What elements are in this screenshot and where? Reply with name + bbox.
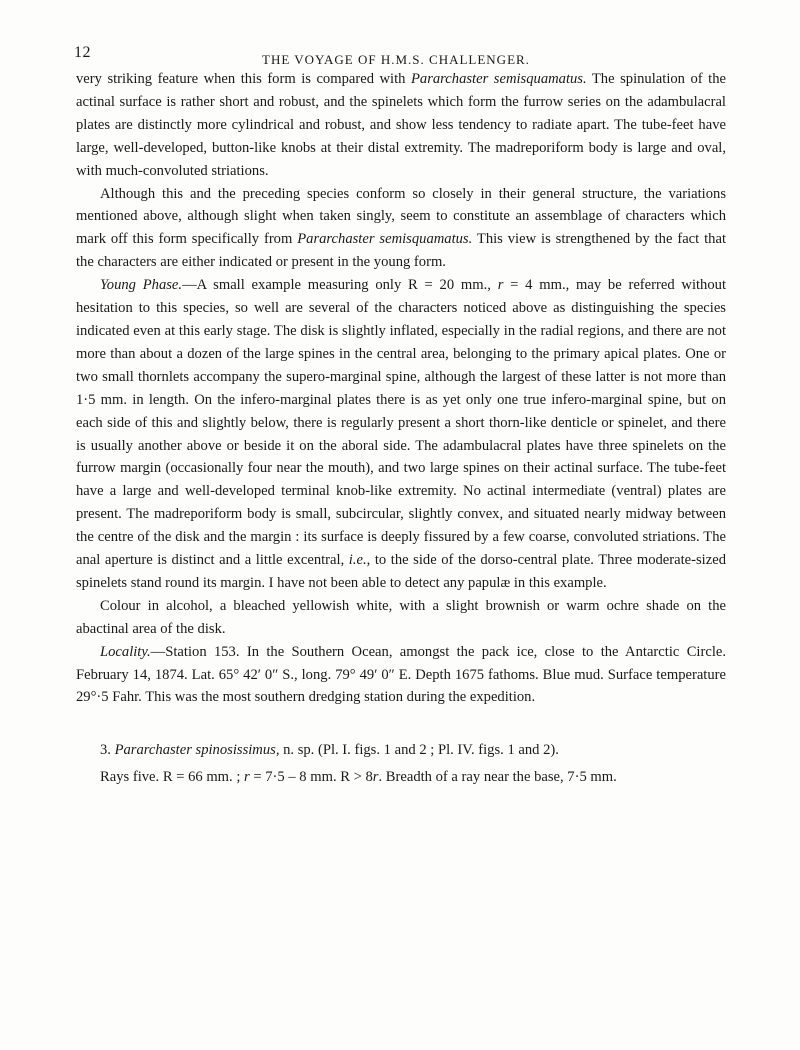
subheading-young-phase: Young Phase. — [100, 277, 183, 294]
abbreviation-ie: i.e., — [348, 552, 371, 569]
text-run: = 4 mm., may be referred without hesitation to this species, so well are several of the characters noticed above as distinguishing the species indicated even at this early stage. The disk is slightly inflated, especially in the radial regions, and there are not more than about a dozen of the large spines in the central area, belonging to the primary apical plates. One or two small thornlets accompany the supero-marginal spine, although the largest of these latter is not more than 1·5 mm. in length. On the infero-marginal plates there is as yet only one true infero-marginal spine, but on each side of this and slightly below, there is regularly present a short thorn-like denticle or spinelet, and there is usually another above or beside it on the aboral side. The adambulacral plates have three spinelets on the furrow margin (occasionally four near the mouth), and two large spines on their actinal surface. The tube-feet have a large and well-developed terminal knob-like extremity. No actinal intermediate (ventral) plates are present. The madreporiform body is small, subcircular, slightly convex, and situated nearly midway between the centre of the disk and the margin : its surface is deeply fissured by a few coarse, convoluted striations. The anal aperture is distinct and a little excentral, — [76, 277, 726, 569]
variable-r: r — [244, 769, 250, 786]
running-title: THE VOYAGE OF H.M.S. CHALLENGER. — [262, 52, 530, 67]
page-header — [76, 38, 726, 68]
paragraph-1 — [76, 68, 726, 183]
variable-r: r — [497, 277, 504, 294]
text-run: . Breadth of a ray near the base, 7·5 mm. — [378, 769, 617, 786]
species-name: Pararchaster semisquamatus. — [297, 231, 473, 248]
text-run: The spinulation of the actinal surface is rather short and robust, and the spinelets which form the furrow series on the adambulacral plates are distinctly more cylindrical and robust, and show less tendency to radiate apart. The tube-feet have large, well-developed, button-like knobs at their distal extremity. The madreporiform body is large and oval, with much-convoluted striations. — [76, 71, 726, 179]
paragraph-2 — [76, 183, 726, 275]
text-run: very striking feature when this form is compared with — [76, 71, 411, 87]
text-run: to the side of the dorso-central plate. Three moderate-sized spinelets stand round its margin. I have not been able to detect any papulæ in this example. — [76, 552, 726, 591]
page-number: 12 — [74, 44, 91, 61]
subheading-locality: Locality. — [100, 643, 151, 660]
text-run: n. sp. (Pl. I. figs. 1 and 2 ; Pl. IV. figs. 1 and 2). — [279, 742, 559, 759]
text-run: —A small example measuring only R = 20 mm., — [182, 277, 498, 294]
text-run: Rays five. R = 66 mm. ; — [100, 769, 245, 786]
paragraph-rays — [76, 766, 726, 789]
text-run: This view is strengthened by the fact that the characters are either indicated or present in the young form. — [76, 231, 726, 271]
species-name: Pararchaster semisquamatus. — [410, 71, 587, 87]
text-run: —Station 153. In the Southern Ocean, amongst the pack ice, close to the Antarctic Circle. February 14, 1874. Lat. 65° 42′ 0″ S., long. 79° 49′ 0″ E. Depth 1675 fathoms. Blue mud. Surface temperature 29°·5 Fahr. This was the most southern dredging station during the expedition. — [76, 643, 726, 706]
paragraph-locality — [76, 641, 726, 710]
text-run: Although this and the preceding species conform so closely in their general structure, the variations mentioned above, although slight when taken singly, seem to constitute an assemblage of characters which mark off this form specifically from — [76, 185, 726, 248]
species-section-heading — [76, 739, 726, 762]
document-page — [76, 38, 726, 789]
text-run: = 7·5 – 8 mm. R > 8 — [249, 769, 373, 786]
section-number: 3. — [100, 742, 115, 759]
variable-r: r — [372, 769, 379, 786]
species-name: Pararchaster spinosissimus, — [114, 742, 280, 759]
paragraph-young-phase — [76, 274, 726, 595]
paragraph-colour: Colour in alcohol, a bleached yellowish white, with a slight brownish or warm ochre shade on the abactinal area of the disk. — [76, 597, 726, 637]
